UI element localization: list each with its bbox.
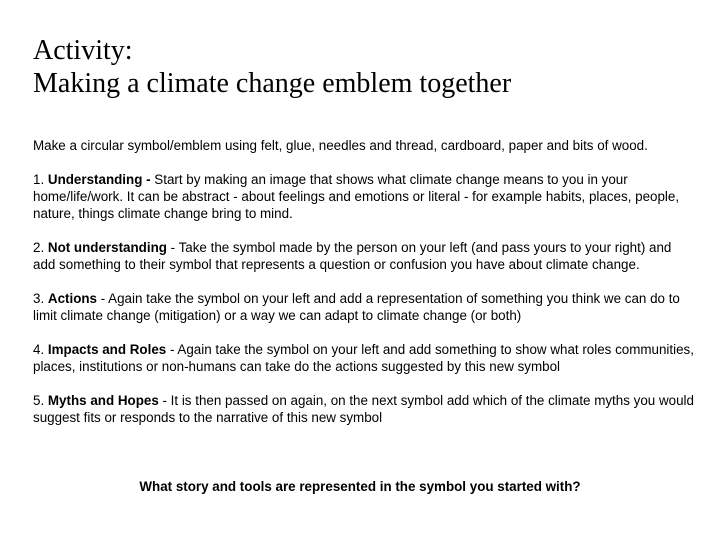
closing-question: What story and tools are represented in the symbol you started with? [139, 479, 581, 494]
title-line-1: Activity: [33, 35, 133, 66]
step-number: 2. [33, 240, 45, 255]
step-text: - Take the symbol made by the person on your left (and pass yours to your right) and add something to their symbol that represents a question or confusion you have about climate change. [33, 240, 672, 272]
slide-title [33, 34, 693, 100]
intro-paragraph: Make a circular symbol/emblem using felt, glue, needles and thread, cardboard, paper and bits of wood. [33, 138, 648, 153]
step-text: - Again take the symbol on your left and add a representation of something you think we can do to limit climate change (mitigation) or a way we can adapt to climate change (or both) [33, 291, 680, 323]
step-heading: Impacts and Roles [47, 342, 167, 357]
step-number: 1. [33, 172, 45, 187]
step-impacts-and-roles [33, 341, 697, 375]
step-myths-and-hopes [33, 392, 697, 426]
step-number: 3. [33, 291, 45, 306]
step-number: 4. [33, 342, 45, 357]
step-text: - It is then passed on again, on the next symbol add which of the climate myths you would suggest fits or responds to the narrative of this new symbol [33, 393, 694, 425]
step-understanding [33, 171, 697, 222]
slide-body [33, 137, 697, 443]
title-line-2: Making a climate change emblem together [33, 68, 512, 99]
step-number: 5. [33, 393, 45, 408]
step-text: - Again take the symbol on your left and add something to show what roles communities, places, institutions or non-humans can take do the actions suggested by this new symbol [33, 342, 694, 374]
step-heading: Not understanding [47, 240, 167, 255]
step-heading: Understanding - [47, 172, 151, 187]
step-not-understanding [33, 239, 697, 273]
step-text: Start by making an image that shows what climate change means to you in your home/life/work. It can be abstract - about feelings and emotions or literal - for example habits, places, people, nature, things climate change bring to mind. [33, 172, 680, 221]
step-actions [33, 290, 697, 324]
step-heading: Actions [47, 291, 98, 306]
step-heading: Myths and Hopes [47, 393, 159, 408]
